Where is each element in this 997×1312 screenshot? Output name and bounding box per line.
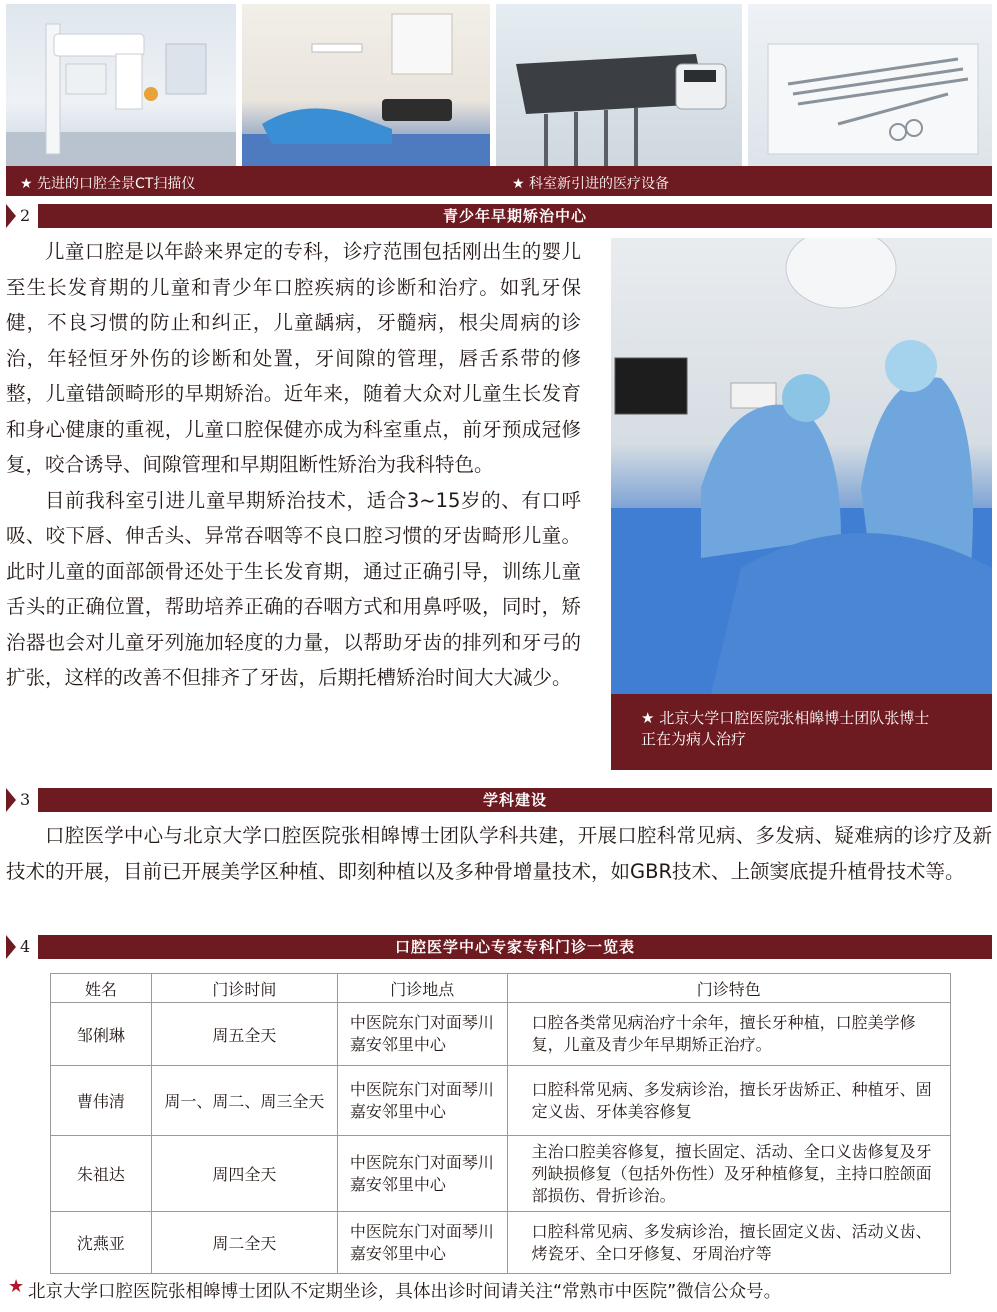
- section-header-2: [6, 204, 992, 228]
- clinic-feature: 口腔科常见病、多发病诊治，擅长固定义齿、活动义齿、烤瓷牙、全口牙修复、牙周治疗等: [507, 1212, 950, 1274]
- section2-text: [6, 234, 581, 696]
- ct-scanner-caption: ★ 先进的口腔全景CT扫描仪: [20, 176, 196, 192]
- clinic-location: 中医院东门对面琴川嘉安邻里中心: [337, 1066, 507, 1136]
- ct-scanner-illustration: [6, 4, 236, 166]
- section-header-4: [6, 935, 992, 959]
- doctor-name: 邹俐琳: [51, 1003, 152, 1066]
- header-name: 姓名: [51, 974, 152, 1003]
- section-number: 2: [6, 204, 36, 228]
- clinic-location: 中医院东门对面琴川嘉安邻里中心: [337, 1003, 507, 1066]
- section-title: 学科建设: [38, 788, 992, 812]
- clinic-time: 周一、周二、周三全天: [151, 1066, 337, 1136]
- doctor-name: 沈燕亚: [51, 1212, 152, 1274]
- doctor-name: 朱祖达: [51, 1136, 152, 1212]
- clinic-location: 中医院东门对面琴川嘉安邻里中心: [337, 1136, 507, 1212]
- clinic-time: 周二全天: [151, 1212, 337, 1274]
- equipment-caption: ★ 科室新引进的医疗设备: [512, 176, 670, 192]
- header-feature: 门诊特色: [507, 974, 950, 1003]
- clinic-location: 中医院东门对面琴川嘉安邻里中心: [337, 1212, 507, 1274]
- section3-paragraph: 口腔医学中心与北京大学口腔医院张相皞博士团队学科共建，开展口腔科常见病、多发病、疑难病的诊疗及新技术的开展，目前已开展美学区种植、即刻种植以及多种骨增量技术，如GBR技术、上颌窦底提升植骨技术等。: [6, 824, 992, 883]
- section2-paragraph-1: 儿童口腔是以年龄来界定的专科，诊疗范围包括刚出生的婴儿至生长发育期的儿童和青少年口腔疾病的诊断和治疗。如乳牙保健，不良习惯的防止和纠正，儿童龋病，牙髓病，根尖周病的诊治，年轻恒牙外伤的诊断和处置，牙间隙的管理，唇舌系带的修整，儿童错颌畸形的早期矫治。近年来，随着大众对儿童生长发育和身心健康的重视，儿童口腔保健亦成为科室重点，前牙预成冠修复，咬合诱导、间隙管理和早期阻断性矫治为我科特色。: [6, 240, 581, 476]
- control-panel-illustration: [496, 4, 742, 166]
- ct-scanner-photo: [6, 4, 236, 166]
- section-number: 3: [6, 788, 36, 812]
- clinic-schedule-table: [50, 973, 951, 1274]
- treatment-illustration: [611, 238, 992, 694]
- table-row: [51, 1003, 951, 1066]
- header-time: 门诊时间: [151, 974, 337, 1003]
- footnote: 北京大学口腔医院张相皞博士团队不定期坐诊，具体出诊时间请关注“常熟市中医院”微信公众号。: [28, 1282, 782, 1302]
- table-row: [51, 1136, 951, 1212]
- doctor-name: 曹伟清: [51, 1066, 152, 1136]
- clinic-feature: 口腔科常见病、多发病诊治，擅长牙齿矫正、种植牙、固定义齿、牙体美容修复: [507, 1066, 950, 1136]
- instruments-illustration: [748, 4, 992, 166]
- section-number: 4: [6, 935, 36, 959]
- instruments-photo: [748, 4, 992, 166]
- clinic-feature: 主治口腔美容修复，擅长固定、活动、全口义齿修复及牙列缺损修复（包括外伤性）及牙种植修复，主持口腔颌面部损伤、骨折诊治。: [507, 1136, 950, 1212]
- treatment-photo: [611, 238, 992, 694]
- dental-chair-photo: [242, 4, 490, 166]
- table-row: [51, 1066, 951, 1136]
- section-title: 口腔医学中心专家专科门诊一览表: [38, 935, 992, 959]
- section3-text: [6, 818, 992, 889]
- table-header-row: [51, 974, 951, 1003]
- control-panel-photo: [496, 4, 742, 166]
- section-title: 青少年早期矫治中心: [38, 204, 992, 228]
- treatment-photo-card: [611, 238, 992, 770]
- photo-caption-band: [6, 166, 992, 196]
- section-header-3: [6, 788, 992, 812]
- treatment-photo-caption: [641, 708, 929, 750]
- table-row: [51, 1212, 951, 1274]
- clinic-time: 周五全天: [151, 1003, 337, 1066]
- treatment-caption-line-2: 正在为病人治疗: [641, 730, 747, 748]
- star-icon: ★: [8, 1276, 25, 1297]
- clinic-feature: 口腔各类常见病治疗十余年，擅长牙种植，口腔美学修复，儿童及青少年早期矫正治疗。: [507, 1003, 950, 1066]
- clinic-time: 周四全天: [151, 1136, 337, 1212]
- header-location: 门诊地点: [337, 974, 507, 1003]
- treatment-caption-line-1: ★ 北京大学口腔医院张相皞博士团队张博士: [641, 709, 930, 727]
- section2-paragraph-2: 目前我科室引进儿童早期矫治技术，适合3~15岁的、有口呼吸、咬下唇、伸舌头、异常吞咽等不良口腔习惯的牙齿畸形儿童。此时儿童的面部颌骨还处于生长发育期，通过正确引导，训练儿童舌头的正确位置，帮助培养正确的吞咽方式和用鼻呼吸，同时，矫治器也会对儿童牙列施加轻度的力量，以帮助牙齿的排列和牙弓的扩张，这样的改善不但排齐了牙齿，后期托槽矫治时间大大减少。: [6, 488, 581, 689]
- dental-chair-illustration: [242, 4, 490, 166]
